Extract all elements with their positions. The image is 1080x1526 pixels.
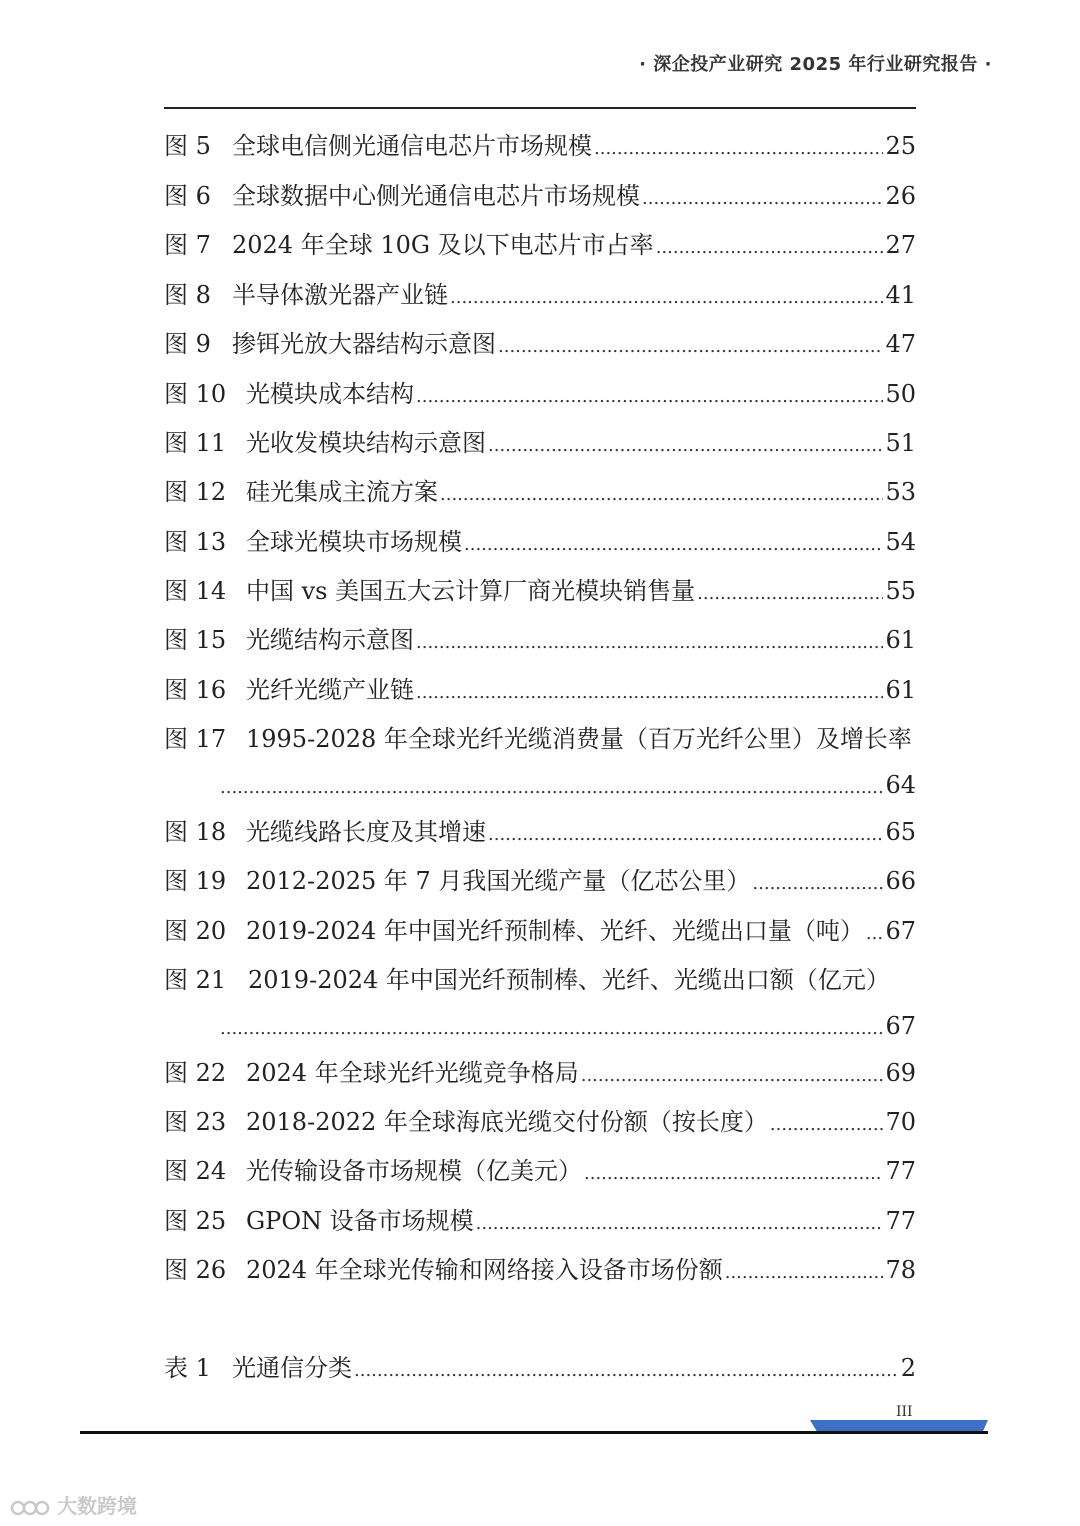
dot-leader <box>440 479 883 511</box>
toc-entry-label: 图 15 <box>164 626 227 654</box>
toc-entry-label: 图 10 <box>164 380 227 408</box>
toc-entry-label: 图 5 <box>164 132 211 160</box>
toc-entry-page: 77 <box>885 1207 916 1235</box>
watermark <box>10 1490 137 1519</box>
dot-leader <box>584 1158 883 1190</box>
toc-entry-title: 中国 vs 美国五大云计算厂商光模块销售量 <box>246 577 696 605</box>
toc-entry[interactable] <box>164 723 916 809</box>
dot-leader <box>770 1109 884 1141</box>
toc-entry-title: 2024 年全球光传输和网络接入设备市场份额 <box>246 1256 723 1284</box>
toc-entry-label: 图 25 <box>164 1207 227 1235</box>
toc-entry[interactable] <box>164 1057 916 1097</box>
footer-page-number: III <box>896 1404 913 1420</box>
dot-leader <box>488 430 883 462</box>
toc-entry-page: 69 <box>885 1059 916 1087</box>
dot-leader <box>220 772 883 804</box>
toc-entry-label: 图 11 <box>164 429 227 457</box>
toc-entry-title: 掺铒光放大器结构示意图 <box>232 330 496 358</box>
toc-entry[interactable] <box>164 964 916 1050</box>
dot-leader <box>464 529 883 561</box>
toc-entry-label: 图 18 <box>164 818 227 846</box>
report-header-title: · 深企投产业研究 2025 年行业研究报告 · <box>639 54 992 75</box>
toc-entry-title: 半导体激光器产业链 <box>232 281 448 309</box>
toc-entry-page: 67 <box>885 917 916 945</box>
watermark-text: 大数跨境 <box>56 1494 137 1518</box>
toc-entry-label: 图 7 <box>164 231 211 259</box>
toc-entry-title: 2018-2022 年全球海底光缆交付份额（按长度） <box>246 1108 768 1136</box>
dot-leader <box>416 627 883 659</box>
toc-entry-title: 全球数据中心侧光通信电芯片市场规模 <box>232 182 640 210</box>
toc-entry-label: 图 6 <box>164 182 211 210</box>
footer-divider <box>80 1431 988 1434</box>
dot-leader <box>488 819 883 851</box>
dot-leader <box>594 133 883 165</box>
toc-entry-page: 26 <box>885 182 916 210</box>
toc-entry-page: 61 <box>885 626 916 654</box>
toc-entry-page: 54 <box>885 528 916 556</box>
toc-entry[interactable] <box>164 1106 916 1146</box>
toc-entry[interactable] <box>164 130 916 170</box>
toc-entry-title: 全球光模块市场规模 <box>246 528 462 556</box>
toc-entry-label: 图 23 <box>164 1108 227 1136</box>
dot-leader <box>416 381 883 413</box>
toc-entry-label: 图 19 <box>164 867 227 895</box>
toc-entry-label: 图 16 <box>164 676 227 704</box>
toc-entry-page: 78 <box>885 1256 916 1284</box>
toc-entry-label: 图 14 <box>164 577 227 605</box>
toc-entry[interactable] <box>164 427 916 467</box>
toc-entry-label: 图 8 <box>164 281 211 309</box>
toc-entry-label: 图 26 <box>164 1256 227 1284</box>
toc-entry-label: 图 13 <box>164 528 227 556</box>
dot-leader <box>725 1257 884 1289</box>
toc-table-entry[interactable] <box>164 1352 916 1392</box>
toc-entry[interactable] <box>164 865 916 905</box>
toc-entry-label: 图 24 <box>164 1157 227 1185</box>
toc-entry[interactable] <box>164 915 916 955</box>
toc-entry-page: 67 <box>885 1012 916 1040</box>
toc-entry-page: 55 <box>885 577 916 605</box>
toc-entry-label: 图 21 <box>164 966 227 994</box>
toc-entry-page: 47 <box>885 330 916 358</box>
toc-entry-label: 图 20 <box>164 917 227 945</box>
toc-entry[interactable] <box>164 526 916 566</box>
watermark-logo-icon <box>10 1497 50 1519</box>
toc-entry[interactable] <box>164 1254 916 1294</box>
toc-entry-title: 光模块成本结构 <box>246 380 414 408</box>
toc-entry-title: GPON 设备市场规模 <box>246 1207 474 1235</box>
toc-entry-label: 图 22 <box>164 1059 227 1087</box>
toc-entry-page: 50 <box>885 380 916 408</box>
toc-entry-page: 64 <box>885 771 916 799</box>
dot-leader <box>656 232 884 264</box>
dot-leader <box>354 1355 899 1387</box>
dot-leader <box>752 868 883 900</box>
toc-entry[interactable] <box>164 674 916 714</box>
dot-leader <box>220 1013 883 1045</box>
dot-leader <box>498 331 883 363</box>
toc-entry[interactable] <box>164 1155 916 1195</box>
toc-entry-label: 图 17 <box>164 725 227 753</box>
toc-entry[interactable] <box>164 624 916 664</box>
toc-entry-title: 硅光集成主流方案 <box>246 478 438 506</box>
toc-entry-page: 27 <box>885 231 916 259</box>
toc-entry-label: 表 1 <box>164 1354 211 1382</box>
toc-entry-title: 光纤光缆产业链 <box>246 676 414 704</box>
dot-leader <box>581 1060 884 1092</box>
toc-entry-title: 光缆结构示意图 <box>246 626 414 654</box>
header-divider <box>164 107 916 109</box>
toc-entry-title: 2019-2024 年中国光纤预制棒、光纤、光缆出口额（亿元） <box>248 966 890 994</box>
dot-leader <box>450 282 883 314</box>
toc-entry-title: 1995-2028 年全球光纤光缆消费量（百万光纤公里）及增长率 <box>246 725 912 753</box>
toc-entry-page: 65 <box>885 818 916 846</box>
toc-entry-page: 25 <box>885 132 916 160</box>
toc-entry-title: 光传输设备市场规模（亿美元） <box>246 1157 582 1185</box>
toc-entry[interactable] <box>164 279 916 319</box>
toc-entry-page: 70 <box>885 1108 916 1136</box>
dot-leader <box>866 918 884 950</box>
toc-entry-page: 2 <box>900 1354 916 1382</box>
toc-entry-page: 61 <box>885 676 916 704</box>
toc-entry[interactable] <box>164 180 916 220</box>
toc-entry-page: 51 <box>885 429 916 457</box>
toc-entry[interactable] <box>164 378 916 418</box>
dot-leader <box>476 1208 884 1240</box>
toc-entry-title: 2019-2024 年中国光纤预制棒、光纤、光缆出口量（吨） <box>246 917 864 945</box>
toc-entry-title: 2012-2025 年 7 月我国光缆产量（亿芯公里） <box>246 867 751 895</box>
dot-leader <box>416 677 883 709</box>
toc-entry-label: 图 12 <box>164 478 227 506</box>
toc-entry[interactable] <box>164 816 916 856</box>
dot-leader <box>642 183 883 215</box>
toc-entry-title: 光收发模块结构示意图 <box>246 429 486 457</box>
toc-entry[interactable] <box>164 229 916 269</box>
toc-entry-page: 41 <box>885 281 916 309</box>
dot-leader <box>697 578 883 610</box>
toc-entry-title: 全球电信侧光通信电芯片市场规模 <box>232 132 592 160</box>
toc-entry[interactable] <box>164 1205 916 1245</box>
toc-entry-page: 66 <box>885 867 916 895</box>
toc-entry-title: 2024 年全球 10G 及以下电芯片市占率 <box>232 231 654 259</box>
toc-entry-label: 图 9 <box>164 330 211 358</box>
toc-entry[interactable] <box>164 575 916 615</box>
toc-entry-title: 2024 年全球光纤光缆竞争格局 <box>246 1059 579 1087</box>
toc-entry[interactable] <box>164 328 916 368</box>
toc-entry-page: 53 <box>885 478 916 506</box>
toc-entry-title: 光通信分类 <box>232 1354 352 1382</box>
toc-entry-title: 光缆线路长度及其增速 <box>246 818 486 846</box>
toc-entry[interactable] <box>164 476 916 516</box>
toc-entry-page: 77 <box>885 1157 916 1185</box>
